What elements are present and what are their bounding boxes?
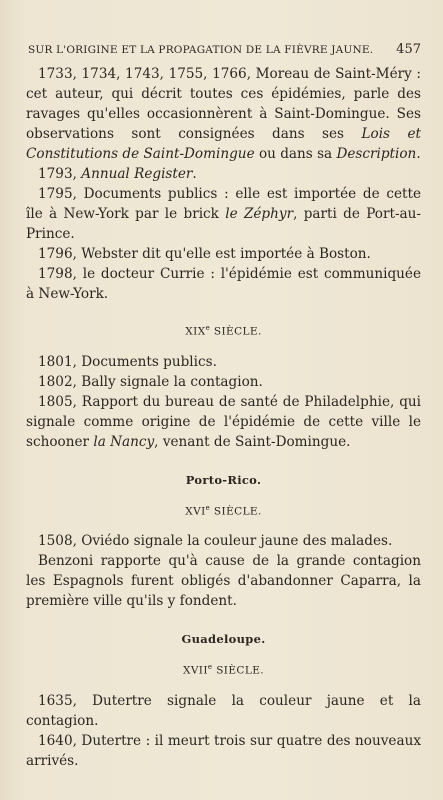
text-run: 1733, 1734, 1743, 1755, 1766, Moreau de Saint-Méry : cet auteur, qui décrit toutes ces épidémies, parle des ravages qu'elles occasionnèrent à Saint-Domingue. Ses observations sont consignées dans ses xyxy=(26,66,421,142)
paragraph: 1798, le docteur Currie : l'épidémie est communiquée à New-York. xyxy=(26,266,421,302)
italic-title: la Nancy xyxy=(93,433,155,450)
text-run: 1805, Rapport du bureau de santé de Philadelphie, qui signale comme origine de l'épidémie de cette ville le schooner xyxy=(26,393,421,450)
paragraph: Benzoni rapporte qu'à cause de la grande contagion les Espagnols furent obligés d'abandonner Caparra, la première ville qu'ils y fondent. xyxy=(26,553,421,609)
italic-title: Lois et Constitutions de Saint-Domingue xyxy=(26,126,421,162)
place-heading: Guadeloupe. xyxy=(181,632,266,646)
century-number: XIX xyxy=(185,325,206,338)
page-body xyxy=(26,64,421,771)
paragraph: 1635, Dutertre signale la couleur jaune et la contagion. xyxy=(26,692,421,729)
paragraph xyxy=(26,392,421,452)
paragraph: 1508, Oviédo signale la couleur jaune des malades. xyxy=(38,533,393,549)
century-label: SIÈCLE. xyxy=(210,505,262,517)
place-heading: Porto-Rico. xyxy=(185,472,262,487)
text-run: , parti de Port-au-Prince. xyxy=(26,206,421,242)
century-heading xyxy=(26,318,421,342)
paragraph xyxy=(26,184,421,244)
century-heading xyxy=(26,657,421,681)
text-run: . xyxy=(192,166,197,182)
century-number: XVII xyxy=(182,664,208,677)
century-heading xyxy=(26,498,421,522)
paragraph: 1801, Documents publics. xyxy=(38,353,217,370)
paragraph: 1802, Bally signale la contagion. xyxy=(38,373,263,390)
italic-title: Annual Register xyxy=(81,166,193,182)
paragraph: 1796, Webster dit qu'elle est importée à Boston. xyxy=(38,246,371,262)
century-suffix: e xyxy=(205,503,211,512)
running-head xyxy=(28,42,421,57)
text-run: ou dans sa xyxy=(254,146,337,162)
paragraph xyxy=(26,164,421,184)
paragraph: 1640, Dutertre : il meurt trois sur quatre des nouveaux arrivés. xyxy=(26,732,421,769)
century-suffix: e xyxy=(207,663,213,671)
running-title: SUR L'ORIGINE ET LA PROPAGATION DE LA FIÈVRE JAUNE. xyxy=(28,44,374,56)
italic-title: le Zéphyr xyxy=(225,206,294,222)
century-label: SIÈCLE. xyxy=(212,664,265,677)
paragraph xyxy=(26,64,421,164)
text-run: . xyxy=(416,146,421,162)
text-run: 1793, xyxy=(38,166,82,182)
century-number: XVI xyxy=(185,505,206,517)
text-run: 1795, Documents publics : elle est importée de cette île à New-York par le brick xyxy=(26,186,421,222)
text-run: , venant de Saint-Domingue. xyxy=(154,433,351,450)
page-number: 457 xyxy=(396,42,421,57)
italic-title: Description xyxy=(336,146,417,162)
century-label: SIÈCLE. xyxy=(210,325,262,338)
century-suffix: e xyxy=(205,324,211,332)
